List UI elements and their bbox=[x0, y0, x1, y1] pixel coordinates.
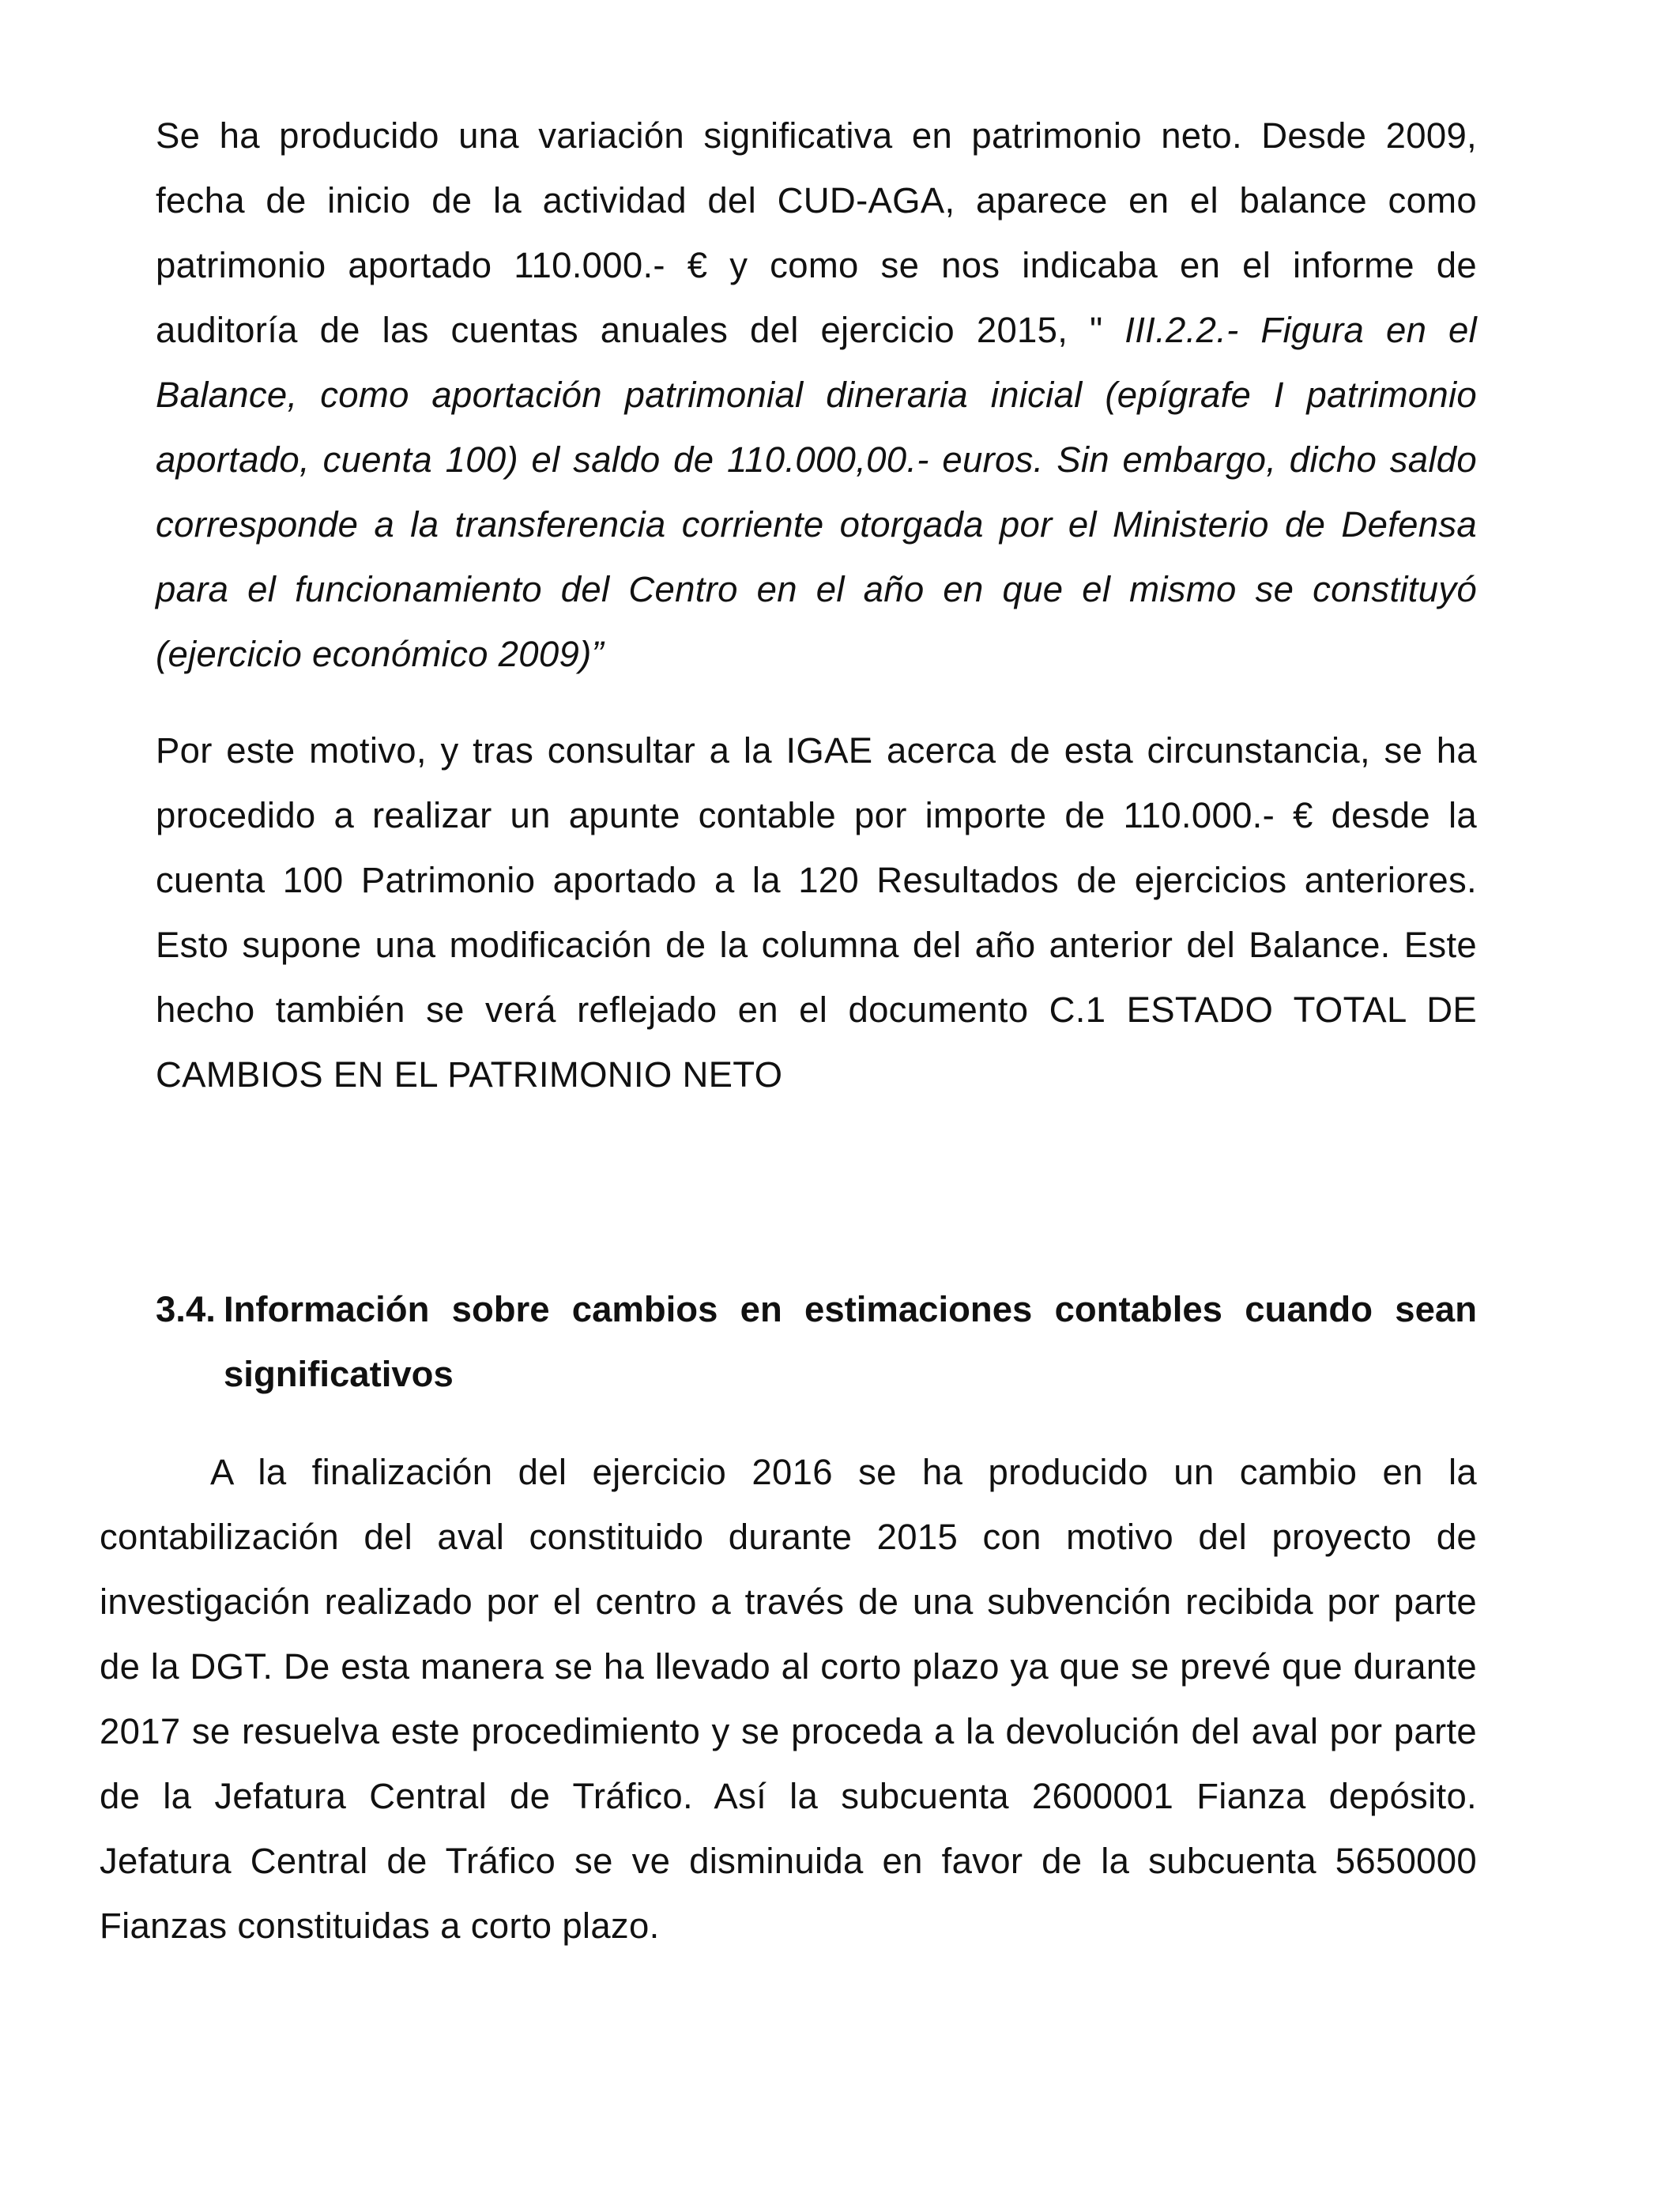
paragraph-text: Por este motivo, y tras consultar a la IGAE acerca de esta circunstancia, se ha procedido a realizar un apunte contable por importe de 110.000.- € desde la cuenta 100 Patrimonio aportado a la 120 Resultados de ejercicios anteriores. Esto supone una modificación de la columna del año anterior del Balance. Este hecho también se verá reflejado en el documento C.1 ESTADO TOTAL DE CAMBIOS EN EL PATRIMONIO NETO bbox=[156, 730, 1477, 1095]
paragraph-normal-text: Se ha producido una variación significativa en patrimonio neto. Desde 2009, fecha de inicio de la actividad del CUD-AGA, aparece en el balance como patrimonio aportado 110.000.- € y como se nos indicaba en el informe de auditoría de las cuentas anuales del ejercicio 2015, " bbox=[156, 115, 1477, 350]
paragraph-text bbox=[156, 104, 1477, 687]
section-title: Información sobre cambios en estimaciones contables cuando sean significativos bbox=[224, 1289, 1477, 1394]
paragraph-text: A la finalización del ejercicio 2016 se ha producido un cambio en la contabilización del aval constituido durante 2015 con motivo del proyecto de investigación realizado por el centro a través de una subvención recibida por parte de la DGT. De esta manera se ha llevado al corto plazo ya que se prevé que durante 2017 se resuelva este procedimiento y se proceda a la devolución del aval por parte de la Jefatura Central de Tráfico. Así la subcuenta 2600001 Fianza depósito. Jefatura Central de Tráfico se ve disminuida en favor de la subcuenta 5650000 Fianzas constituidas a corto plazo. bbox=[100, 1452, 1477, 1946]
paragraph-patrimonio-variation bbox=[156, 104, 1477, 687]
audit-quote-text: III.2.2.- Figura en el Balance, como aportación patrimonial dineraria inicial (epígrafe I patrimonio aportado, cuenta 100) el saldo de 110.000,00.- euros. Sin embargo, dicho saldo corresponde a la transferencia corriente otorgada por el Ministerio de Defensa para el funcionamiento del Centro en el año en que el mismo se constituyó (ejercicio económico 2009)” bbox=[156, 310, 1477, 674]
section-number: 3.4. bbox=[156, 1289, 216, 1329]
section-heading bbox=[156, 1277, 1477, 1407]
paragraph-igae-adjustment bbox=[156, 718, 1477, 1107]
paragraph-estimation-change bbox=[100, 1440, 1477, 1958]
